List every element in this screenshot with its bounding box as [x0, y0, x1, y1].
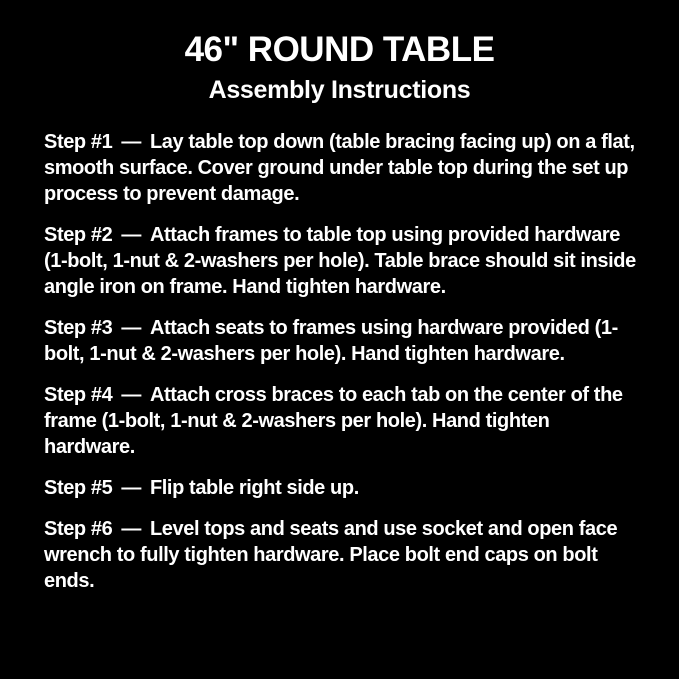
step-3: [44, 315, 641, 367]
steps-list: [0, 129, 679, 594]
step-5: [44, 475, 641, 501]
step-5-label: Step #5: [44, 477, 113, 500]
step-4: [44, 382, 641, 460]
step-2-text: Attach frames to table top using provided hardware (1-bolt, 1-nut & 2-washers per hole). Table brace should sit inside angle iron on frame. Hand tighten hardware.: [44, 224, 636, 299]
step-3-dash: —: [121, 317, 141, 340]
step-6-text: Level tops and seats and use socket and open face wrench to fully tighten hardware. Place bolt end caps on bolt ends.: [44, 518, 618, 593]
step-6-dash: —: [121, 518, 141, 541]
step-5-dash: —: [121, 477, 141, 500]
header: [0, 0, 679, 105]
step-2-dash: —: [121, 224, 141, 247]
step-6: [44, 516, 641, 594]
step-4-label: Step #4: [44, 384, 113, 407]
step-2: [44, 222, 641, 300]
step-1-label: Step #1: [44, 131, 113, 154]
step-5-text: Flip table right side up.: [149, 477, 359, 500]
step-4-text: Attach cross braces to each tab on the center of the frame (1-bolt, 1-nut & 2-washers per hole). Hand tighten hardware.: [44, 384, 623, 459]
step-3-label: Step #3: [44, 317, 113, 340]
step-4-dash: —: [121, 384, 141, 407]
step-2-label: Step #2: [44, 224, 113, 247]
page-subtitle: Assembly Instructions: [208, 76, 471, 105]
step-1: [44, 129, 641, 207]
step-1-dash: —: [121, 131, 141, 154]
step-6-label: Step #6: [44, 518, 113, 541]
page-title: 46" ROUND TABLE: [184, 30, 495, 69]
step-3-text: Attach seats to frames using hardware provided (1-bolt, 1-nut & 2-washers per hole). Hand tighten hardware.: [44, 317, 618, 366]
step-1-text: Lay table top down (table bracing facing up) on a flat, smooth surface. Cover ground under table top during the set up process to prevent damage.: [44, 131, 635, 206]
